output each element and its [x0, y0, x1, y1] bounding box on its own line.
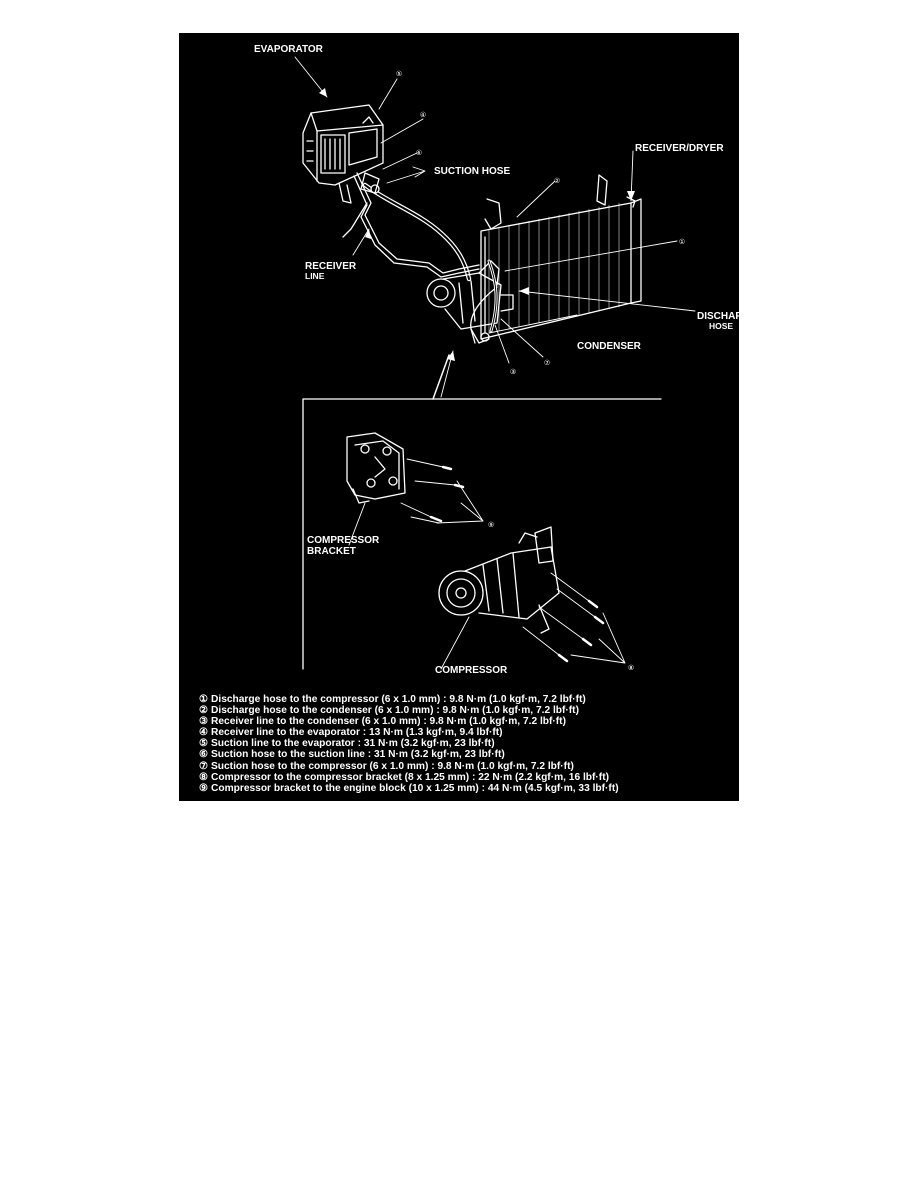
callout-9: ⑨: [487, 521, 495, 529]
legend-marker: ⑨: [199, 782, 209, 794]
compressor-bracket-label-2: BRACKET: [307, 546, 356, 557]
diagram-panel: [179, 33, 758, 801]
legend-text: Receiver line to the condenser (6 x 1.0 mm) : 9.8 N·m (1.0 kgf·m, 7.2 lbf·ft): [211, 716, 566, 728]
compressor-inset-drawing: [439, 527, 603, 661]
legend-text: Discharge hose to the condenser (6 x 1.0 mm) : 9.8 N·m (1.0 kgf·m, 7.2 lbf·ft): [211, 705, 579, 717]
discharge-hose-label-1: DISCHARGE: [697, 311, 758, 322]
legend-text: Suction line to the evaporator : 31 N·m (3.2 kgf·m, 23 lbf·ft): [211, 738, 495, 750]
legend-item: [199, 749, 729, 760]
callout-6: ⑥: [415, 149, 423, 157]
legend-marker: ⑦: [199, 760, 209, 772]
condenser-drawing: [471, 175, 641, 343]
legend-item: [199, 772, 729, 783]
legend-text: Compressor to the compressor bracket (8 x 1.25 mm) : 22 N·m (2.2 kgf·m, 16 lbf·ft): [211, 771, 609, 783]
legend-item: [199, 761, 729, 772]
legend-marker: ⑥: [199, 749, 209, 761]
inset-frame: [303, 399, 661, 669]
callout-7: ⑦: [543, 359, 551, 367]
legend-text: Compressor bracket to the engine block (10 x 1.25 mm) : 44 N·m (4.5 kgf·m, 33 lbf·ft): [211, 782, 619, 794]
discharge-hose-drawing: [489, 261, 496, 331]
callout-8: ⑧: [627, 664, 635, 672]
callout-5: ⑤: [395, 70, 403, 78]
legend-item: [199, 783, 729, 794]
legend-marker: ⑧: [199, 771, 209, 783]
legend-marker: ⑤: [199, 738, 209, 750]
legend-text: Discharge hose to the compressor (6 x 1.0 mm) : 9.8 N·m (1.0 kgf·m, 7.2 lbf·ft): [211, 694, 586, 705]
legend-marker: ④: [199, 727, 209, 739]
legend-item: [199, 738, 729, 749]
callout-4: ④: [419, 111, 427, 119]
receiver-line-label-1: RECEIVER: [305, 261, 357, 272]
legend-text: Receiver line to the evaporator : 13 N·m (1.3 kgf·m, 9.4 lbf·ft): [211, 727, 503, 739]
receiver-line-label-2: LINE: [305, 271, 325, 281]
callout-2: ②: [553, 177, 561, 185]
receiver-line-drawing: [343, 173, 479, 277]
ac-system-diagram: [179, 33, 758, 801]
legend-item: [199, 727, 729, 738]
torque-spec-legend: [199, 694, 729, 794]
compressor-bracket-drawing: [347, 433, 463, 523]
receiver-dryer-label: RECEIVER/DRYER: [635, 143, 724, 154]
legend-marker: ①: [199, 694, 209, 705]
legend-text: Suction hose to the compressor (6 x 1.0 mm) : 9.8 N·m (1.0 kgf·m, 7.2 lbf·ft): [211, 760, 574, 772]
legend-item: [199, 694, 729, 705]
compressor-label: COMPRESSOR: [435, 665, 508, 676]
compressor-bracket-label-1: COMPRESSOR: [307, 535, 380, 546]
suction-hose-drawing: [361, 173, 469, 279]
legend-text: Suction hose to the suction line : 31 N·m (3.2 kgf·m, 23 lbf·ft): [211, 749, 505, 761]
suction-hose-label: SUCTION HOSE: [434, 166, 511, 177]
callout-1: ①: [678, 238, 686, 246]
callout-3: ③: [509, 368, 517, 376]
legend-marker: ②: [199, 705, 209, 717]
evaporator-label: EVAPORATOR: [254, 44, 323, 55]
legend-item: [199, 705, 729, 716]
condenser-label: CONDENSER: [577, 341, 641, 352]
legend-marker: ③: [199, 716, 209, 728]
discharge-hose-label-2: HOSE: [709, 321, 734, 331]
legend-item: [199, 716, 729, 727]
